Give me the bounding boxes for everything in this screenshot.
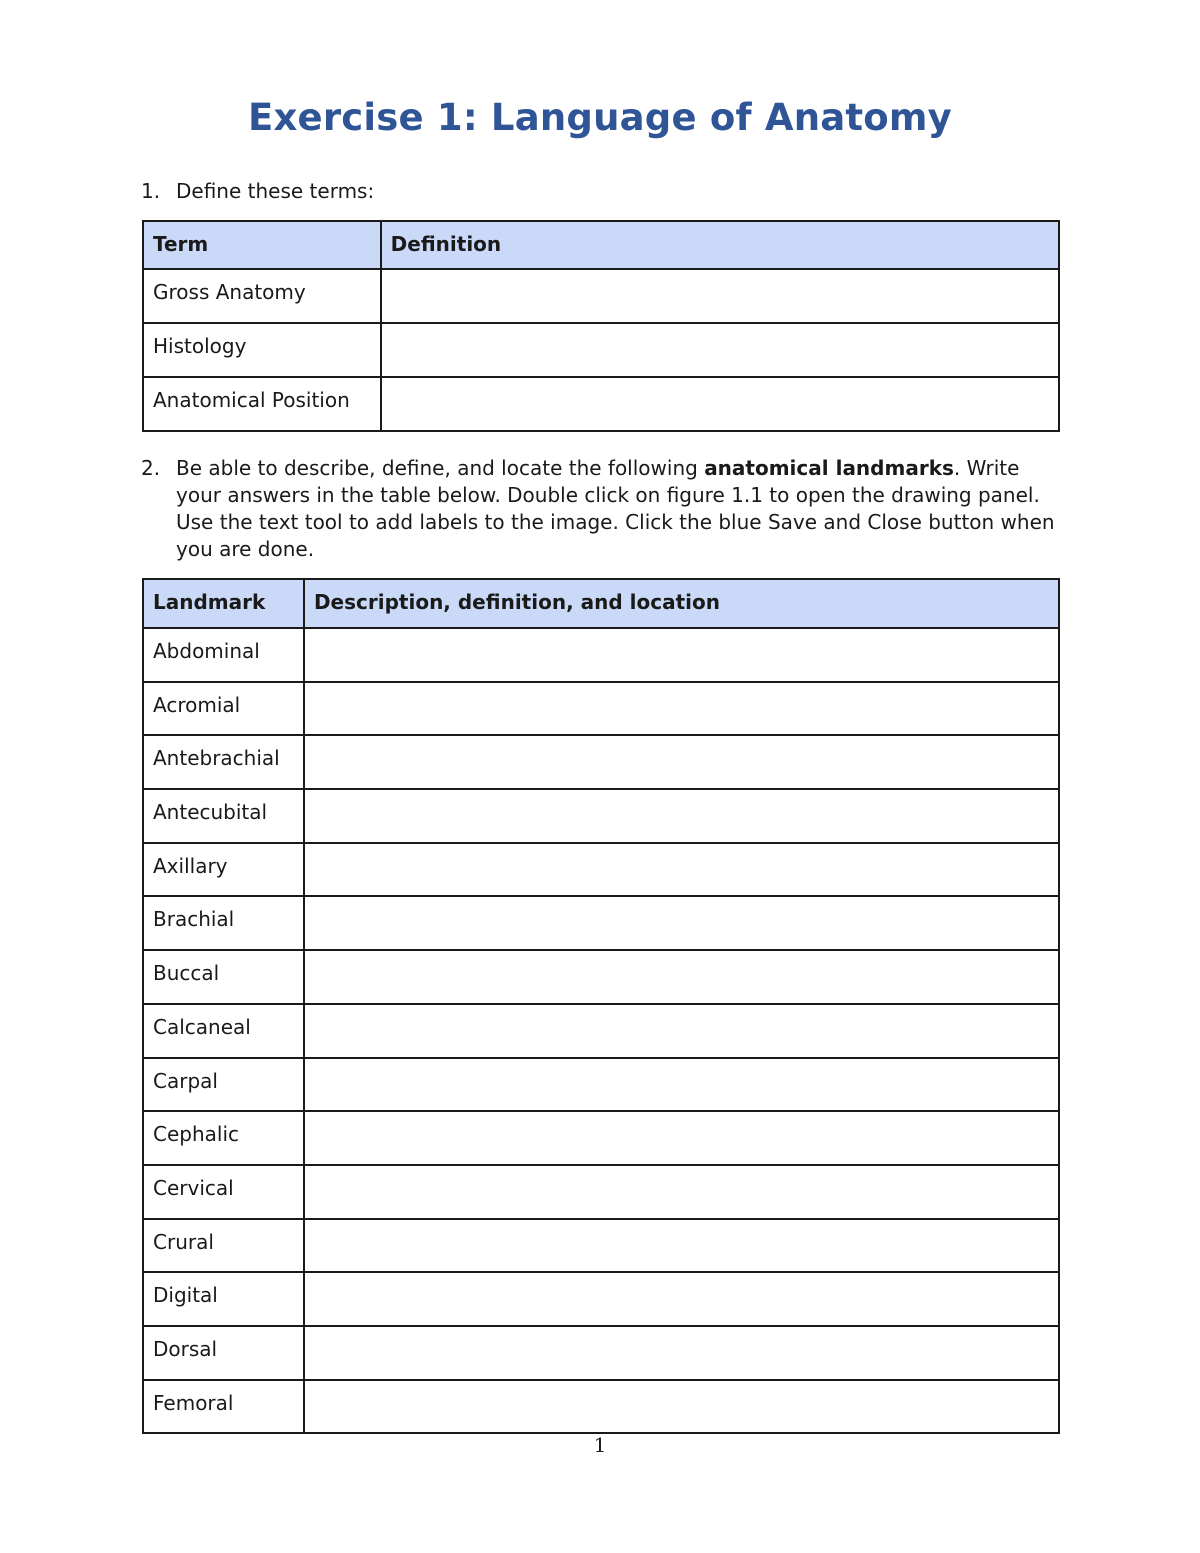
description-cell[interactable] (304, 843, 1059, 897)
header-term: Term (143, 221, 381, 269)
term-cell: Gross Anatomy (143, 269, 381, 323)
landmark-cell: Abdominal (143, 628, 304, 682)
table-row (143, 377, 1059, 431)
description-cell[interactable] (304, 1219, 1059, 1273)
definition-cell[interactable] (381, 377, 1059, 431)
landmark-cell: Acromial (143, 682, 304, 736)
question-1-text: Define these terms: (176, 179, 375, 203)
terms-table (142, 220, 1060, 432)
description-cell[interactable] (304, 1326, 1059, 1380)
terms-table-header-row (143, 221, 1059, 269)
term-cell: Anatomical Position (143, 377, 381, 431)
question-2-text-before: Be able to describe, define, and locate the following (176, 456, 705, 480)
page-title: Exercise 1: Language of Anatomy (248, 96, 952, 139)
landmarks-table (142, 578, 1060, 1434)
question-1 (141, 179, 374, 203)
question-2-bold-term: anatomical landmarks (704, 456, 954, 480)
table-row (143, 1326, 1059, 1380)
table-row (143, 896, 1059, 950)
table-row (143, 789, 1059, 843)
table-row (143, 735, 1059, 789)
table-row (143, 843, 1059, 897)
table-row (143, 1219, 1059, 1273)
question-2 (141, 455, 1061, 563)
landmark-cell: Dorsal (143, 1326, 304, 1380)
table-row (143, 1165, 1059, 1219)
description-cell[interactable] (304, 628, 1059, 682)
landmark-cell: Cervical (143, 1165, 304, 1219)
table-row (143, 269, 1059, 323)
landmark-cell: Carpal (143, 1058, 304, 1112)
landmark-cell: Calcaneal (143, 1004, 304, 1058)
question-1-number: 1. (141, 179, 161, 203)
landmark-cell: Digital (143, 1272, 304, 1326)
description-cell[interactable] (304, 1058, 1059, 1112)
landmarks-table-header-row (143, 579, 1059, 628)
table-row (143, 1380, 1059, 1434)
table-row (143, 323, 1059, 377)
definition-cell[interactable] (381, 269, 1059, 323)
landmark-cell: Axillary (143, 843, 304, 897)
header-landmark: Landmark (143, 579, 304, 628)
question-2-number: 2. (141, 456, 161, 480)
table-row (143, 1272, 1059, 1326)
landmark-cell: Antebrachial (143, 735, 304, 789)
table-row (143, 1111, 1059, 1165)
description-cell[interactable] (304, 1380, 1059, 1434)
description-cell[interactable] (304, 896, 1059, 950)
definition-cell[interactable] (381, 323, 1059, 377)
description-cell[interactable] (304, 1272, 1059, 1326)
table-row (143, 1058, 1059, 1112)
page-number: 1 (593, 1433, 607, 1457)
landmark-cell: Antecubital (143, 789, 304, 843)
description-cell[interactable] (304, 789, 1059, 843)
description-cell[interactable] (304, 1111, 1059, 1165)
description-cell[interactable] (304, 735, 1059, 789)
term-cell: Histology (143, 323, 381, 377)
landmark-cell: Cephalic (143, 1111, 304, 1165)
table-row (143, 628, 1059, 682)
description-cell[interactable] (304, 1165, 1059, 1219)
description-cell[interactable] (304, 682, 1059, 736)
table-row (143, 1004, 1059, 1058)
header-definition: Definition (381, 221, 1059, 269)
landmark-cell: Brachial (143, 896, 304, 950)
table-row (143, 682, 1059, 736)
landmark-cell: Buccal (143, 950, 304, 1004)
description-cell[interactable] (304, 1004, 1059, 1058)
question-2-text-after: . Write your answers in the table below. Double click on figure 1.1 to open the drawing panel. Use the text tool to add labels to the image. Click the blue Save and Close button when you are done. (176, 456, 1055, 561)
question-2-text (176, 455, 1061, 563)
table-row (143, 950, 1059, 1004)
landmark-cell: Femoral (143, 1380, 304, 1434)
description-cell[interactable] (304, 950, 1059, 1004)
header-description: Description, definition, and location (304, 579, 1059, 628)
landmark-cell: Crural (143, 1219, 304, 1273)
